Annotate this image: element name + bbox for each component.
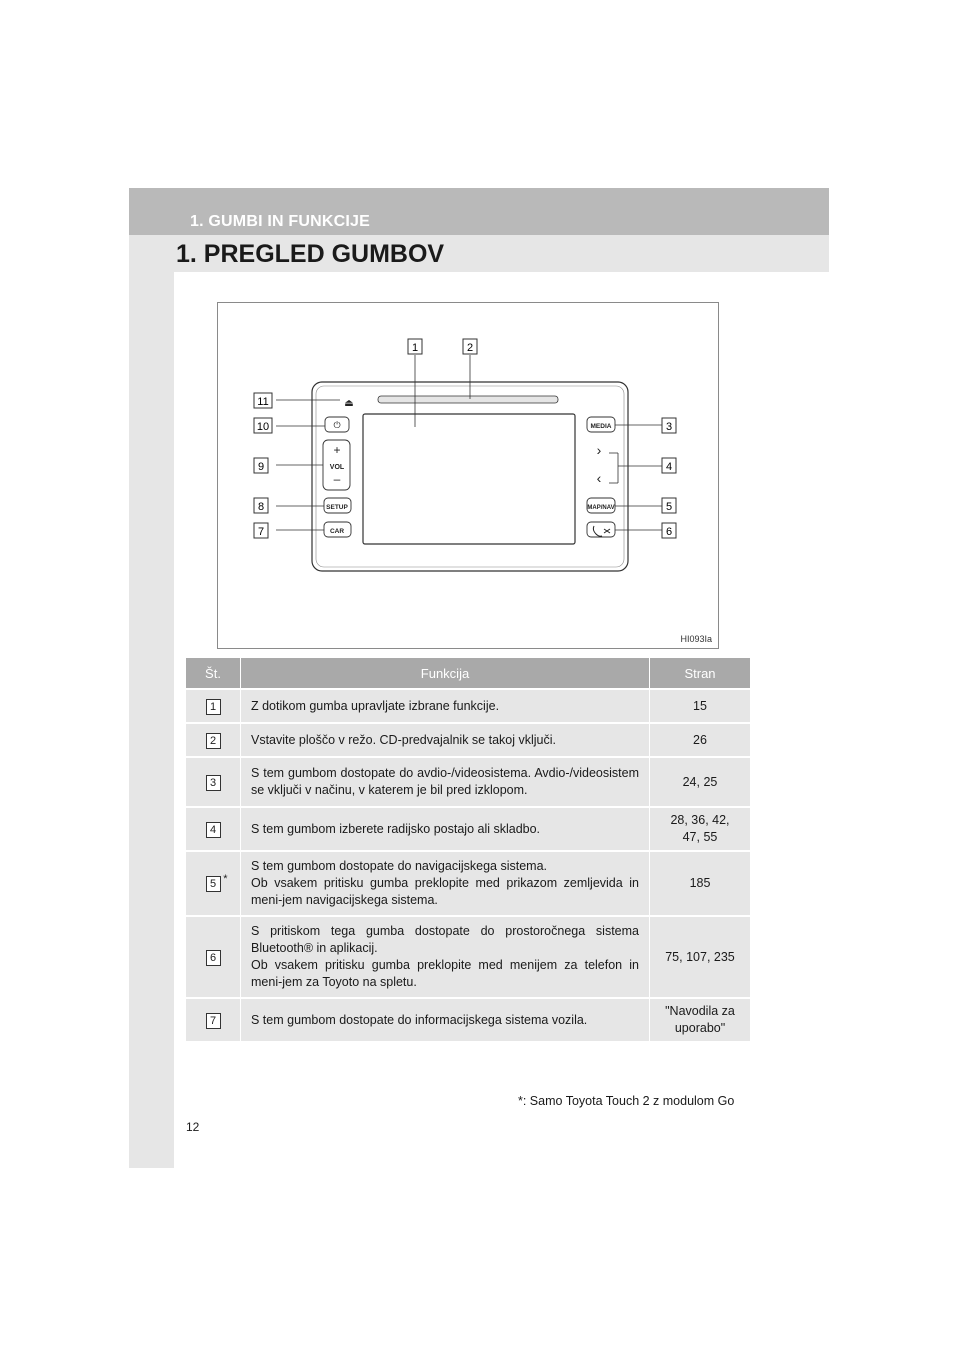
device-diagram: [217, 302, 719, 649]
footnote-star: *: [223, 873, 228, 885]
row-function: S tem gumbom dostopate do informacijskega sistema vozila.: [241, 997, 650, 1041]
row-number-box: 1: [206, 699, 221, 715]
row-number-box: 2: [206, 733, 221, 749]
callout-4: [662, 458, 676, 473]
row-function: S pritiskom tega gumba dostopate do prostoročnega sistema Bluetooth® in aplikacij. Ob vsakem pritisku gumba preklopite med menijem za telefon in meni-jem za Toyoto na spletu.: [241, 915, 650, 997]
row-page: "Navodila za uporabo": [650, 997, 750, 1041]
callout-10: [254, 418, 272, 433]
callout-7: [254, 523, 268, 538]
row-function: Z dotikom gumba upravljate izbrane funkcije.: [241, 688, 650, 722]
phone-button: [587, 522, 615, 537]
cd-slot: [378, 396, 558, 403]
page-title: 1. PREGLED GUMBOV: [176, 240, 445, 268]
footnote: *: Samo Toyota Touch 2 z modulom Go: [518, 1094, 735, 1108]
svg-text:8: 8: [257, 501, 265, 513]
section-title: 1. GUMBI IN FUNKCIJE: [190, 213, 371, 230]
table-row: [186, 756, 750, 806]
callout-5: [662, 498, 676, 513]
left-margin-band: [129, 188, 174, 1168]
media-label: MEDIA: [590, 423, 612, 430]
row-number-box: 7: [206, 1013, 221, 1029]
callout-2: [463, 339, 477, 354]
table-row: [186, 915, 750, 997]
row-page: 28, 36, 42, 47, 55: [650, 806, 750, 850]
svg-text:6: 6: [665, 526, 673, 538]
row-number-box: 3: [206, 775, 221, 791]
svg-text:5: 5: [665, 501, 673, 513]
svg-text:10: 10: [256, 421, 270, 433]
callout-3: [662, 418, 676, 433]
row-number-box: 6: [206, 950, 221, 966]
row-page: 15: [650, 688, 750, 722]
vol-label: VOL: [329, 464, 345, 471]
header-number: Št.: [186, 658, 241, 688]
table-row: [186, 688, 750, 722]
svg-text:4: 4: [665, 461, 673, 473]
svg-text:2: 2: [466, 342, 474, 354]
function-table: [186, 658, 750, 1041]
row-page: 24, 25: [650, 756, 750, 806]
row-number-box: [206, 873, 228, 892]
header-page: Stran: [650, 658, 750, 688]
svg-text:11: 11: [257, 396, 269, 408]
callout-1: [408, 339, 422, 354]
svg-text:9: 9: [257, 461, 265, 473]
setup-label: SETUP: [326, 504, 348, 511]
svg-text:3: 3: [665, 421, 673, 433]
seek-prev-icon: ‹: [596, 470, 602, 486]
svg-text:1: 1: [411, 342, 419, 354]
row-page: 75, 107, 235: [650, 915, 750, 997]
row-number-box: 4: [206, 822, 221, 838]
row-function: Vstavite ploščo v režo. CD-predvajalnik se takoj vključi.: [241, 722, 650, 756]
row-number: 5: [209, 878, 217, 890]
volume-plus-icon: +: [333, 443, 341, 457]
power-icon: ⏻: [333, 420, 341, 430]
map-nav-label: MAP/NAV: [587, 505, 615, 511]
row-page: 185: [650, 850, 750, 915]
table-row: [186, 806, 750, 850]
callout-11: [254, 393, 272, 408]
header-function: Funkcija: [241, 658, 650, 688]
callout-9: [254, 458, 268, 473]
eject-icon: ⏏: [344, 398, 354, 409]
page-number: 12: [186, 1120, 200, 1134]
table-row: [186, 722, 750, 756]
table-row: [186, 997, 750, 1041]
touch-screen: [363, 414, 575, 544]
car-label: CAR: [329, 528, 345, 535]
callout-6: [662, 523, 676, 538]
row-function: S tem gumbom dostopate do navigacijskega sistema. Ob vsakem pritisku gumba preklopite med prikazom zemljevida in meni-jem navigacijskega sistema.: [241, 850, 650, 915]
table-row: [186, 850, 750, 915]
figure-code: HI093Ia: [680, 634, 712, 644]
svg-text:7: 7: [257, 526, 265, 538]
head-unit-illustration: [218, 303, 720, 650]
table-header-row: [186, 658, 750, 688]
row-function: S tem gumbom izberete radijsko postajo ali skladbo.: [241, 806, 650, 850]
volume-minus-icon: –: [333, 472, 341, 486]
seek-next-icon: ›: [596, 442, 602, 458]
callout-8: [254, 498, 268, 513]
row-page: 26: [650, 722, 750, 756]
row-function: S tem gumbom dostopate do avdio-/videosistema. Avdio-/videosistem se vključi v načinu, v katerem je bil pred izklopom.: [241, 756, 650, 806]
